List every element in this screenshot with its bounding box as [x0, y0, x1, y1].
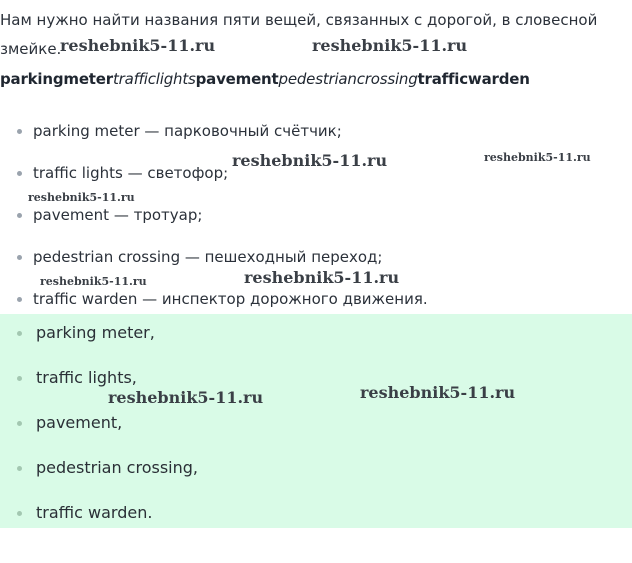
bullet-icon: [17, 466, 22, 471]
bullet-icon: [17, 129, 22, 134]
watermark: reshebnik5-11.ru: [28, 191, 135, 204]
answer-item-text: pavement,: [36, 413, 123, 432]
answer-box: [0, 314, 632, 528]
list-item-text: traffic warden — инспектор дорожного движения.: [33, 290, 428, 308]
intro-text: Нам нужно найти названия пяти вещей, связанных с дорогой, в словесной змейке.: [0, 11, 598, 58]
answer-item-text: traffic warden.: [36, 503, 153, 522]
list-item-text: pedestrian crossing — пешеходный переход;: [33, 248, 383, 266]
snake-word: parkingmeter: [0, 70, 113, 88]
list-item: [0, 201, 632, 243]
watermark: reshebnik5-11.ru: [312, 36, 468, 55]
bullet-icon: [17, 511, 22, 516]
bullet-icon: [17, 171, 22, 176]
list-item-text: parking meter — парковочный счётчик;: [33, 122, 342, 140]
list-item-text: pavement — тротуар;: [33, 206, 203, 224]
answer-list: [0, 319, 632, 544]
answer-item-text: traffic lights,: [36, 368, 137, 387]
snake-word: pedestriancrossing: [278, 70, 418, 88]
answer-item: [0, 499, 632, 544]
watermark: reshebnik5-11.ru: [360, 383, 516, 402]
snake-word: trafficlights: [112, 70, 196, 88]
bullet-icon: [17, 255, 22, 260]
translation-list: [0, 117, 632, 327]
snake-word: pavement: [195, 70, 279, 88]
answer-item: [0, 409, 632, 454]
answer-item: [0, 364, 632, 409]
bullet-icon: [17, 376, 22, 381]
watermark: reshebnik5-11.ru: [40, 275, 147, 288]
snake-word: trafficwarden: [417, 70, 530, 88]
list-item-text: traffic lights — светофор;: [33, 164, 229, 182]
watermark: reshebnik5-11.ru: [484, 151, 591, 164]
watermark: reshebnik5-11.ru: [232, 151, 388, 170]
watermark: reshebnik5-11.ru: [60, 36, 216, 55]
bullet-icon: [17, 297, 22, 302]
answer-item-text: pedestrian crossing,: [36, 458, 198, 477]
bullet-icon: [17, 331, 22, 336]
bullet-icon: [17, 421, 22, 426]
bullet-icon: [17, 213, 22, 218]
word-snake: [0, 70, 530, 88]
answer-item: [0, 319, 632, 364]
watermark: reshebnik5-11.ru: [244, 268, 400, 287]
watermark: reshebnik5-11.ru: [108, 388, 264, 407]
answer-item-text: parking meter,: [36, 323, 155, 342]
answer-item: [0, 454, 632, 499]
